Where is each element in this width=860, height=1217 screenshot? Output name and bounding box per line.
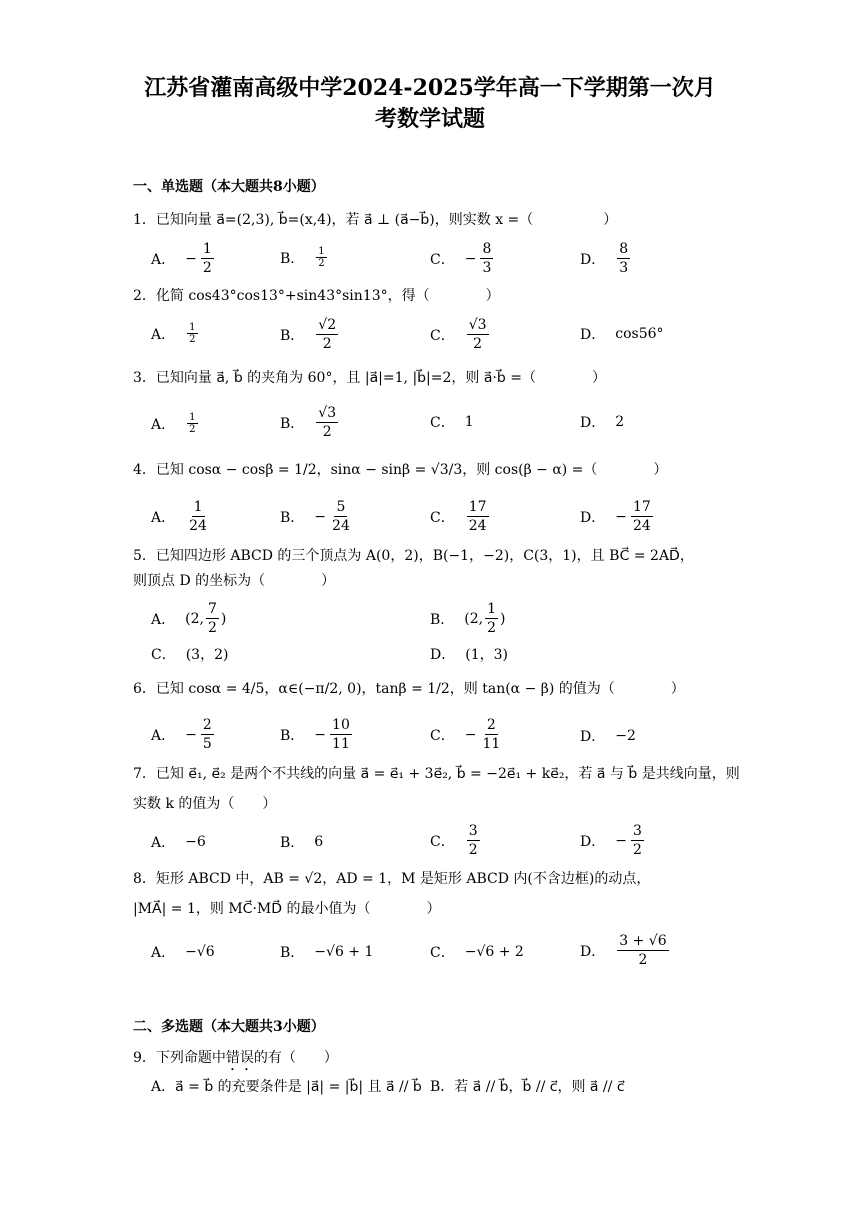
section-single-choice: 一、单选题（本大题共8小题） — [133, 179, 325, 195]
option-label: C． — [430, 945, 455, 961]
question-6: 6．已知 cosα = 4/5，α∈(−π/2, 0)，tanβ = 1/2，则 tan(α − β) 的值为（ ） — [133, 681, 685, 697]
q7-option-d[interactable] — [580, 822, 646, 859]
option-label: B． — [280, 835, 305, 851]
q5-option-b[interactable] — [430, 600, 506, 637]
fraction: $\frac{17}{24}$ — [632, 499, 651, 534]
q4-option-d[interactable] — [580, 498, 655, 535]
q2-option-a[interactable] — [151, 322, 200, 345]
fraction: $\frac{1}{2}$ — [189, 412, 196, 435]
q2-option-d[interactable] — [580, 324, 664, 344]
option-text: B．若 a⃗ // b⃗，b⃗ // c⃗，则 a⃗ // c⃗ — [430, 1079, 625, 1095]
fraction: $\frac{√2}{2}$ — [318, 317, 337, 352]
option-label: C． — [151, 647, 176, 663]
option-value: (3，2) — [185, 647, 229, 663]
option-label: D． — [580, 943, 606, 960]
option-value: cos56° — [615, 326, 664, 342]
question-9-post: 的有（ ） — [253, 1050, 338, 1066]
section-multiple-choice: 二、多选题（本大题共3小题） — [133, 1019, 325, 1035]
minus-sign: − — [314, 726, 327, 743]
coord-open: (2, — [185, 610, 204, 627]
option-label: D． — [580, 509, 606, 526]
fraction: $\frac{7}{2}$ — [207, 601, 217, 636]
q7-option-b[interactable] — [280, 832, 323, 852]
minus-sign: − — [464, 726, 477, 743]
q9-option-b[interactable] — [430, 1076, 625, 1096]
option-label: C． — [430, 415, 455, 431]
option-label: D． — [580, 415, 606, 431]
minus-sign: − — [464, 250, 477, 267]
question-9 — [133, 1048, 733, 1074]
option-value: −√6 + 2 — [464, 944, 524, 960]
option-label: C． — [430, 251, 455, 268]
option-label: D． — [580, 251, 606, 268]
q3-option-b[interactable] — [280, 404, 340, 441]
option-label: A． — [151, 611, 176, 628]
q5-option-c[interactable] — [151, 644, 228, 664]
option-label: A． — [151, 945, 176, 961]
option-label: B． — [280, 327, 305, 344]
coord-close: ) — [500, 610, 506, 627]
option-label: B． — [280, 727, 305, 744]
fraction: $\frac{2}{11}$ — [482, 717, 501, 752]
minus-sign: − — [615, 508, 627, 525]
title-line-1: 江苏省灌南高级中学2024-2025学年高一下学期第一次月 — [144, 75, 716, 101]
q1-option-a[interactable] — [151, 240, 216, 277]
fraction: $\frac{√3}{2}$ — [318, 405, 337, 440]
title-line-2: 考数学试题 — [374, 106, 485, 132]
option-label: D． — [580, 327, 606, 343]
option-label: C． — [430, 833, 455, 850]
minus-sign: − — [185, 250, 197, 267]
question-7-line-1: 7．已知 e⃗₁, e⃗₂ 是两个不共线的向量 a⃗ = e⃗₁ + 3e⃗₂, b⃗ = −2e⃗₁ + ke⃗₂，若 a⃗ 与 b⃗ 是共线向量，则 — [133, 766, 740, 782]
option-label: B． — [280, 250, 305, 267]
option-label: A． — [151, 509, 176, 526]
option-label: D． — [580, 729, 606, 745]
question-2: 2．化简 cos43°cos13°+sin43°sin13°，得（ ） — [133, 288, 500, 304]
option-label: A． — [151, 727, 176, 744]
option-label: C． — [430, 509, 455, 526]
option-label: A． — [151, 416, 176, 433]
option-value: −2 — [615, 728, 636, 744]
option-value: 6 — [314, 834, 324, 850]
q3-option-a[interactable] — [151, 412, 200, 435]
option-label: B． — [280, 509, 305, 526]
q2-option-c[interactable] — [430, 316, 491, 353]
coord-open: (2, — [464, 610, 484, 627]
question-8-line-2: |MA⃗| = 1，则 MC⃗·MD⃗ 的最小值为（ ） — [133, 901, 441, 917]
question-9-pre: 9．下列命题中 — [133, 1050, 226, 1066]
q3-option-c[interactable] — [430, 412, 474, 432]
option-label: A． — [151, 835, 176, 851]
option-label: A． — [151, 251, 176, 268]
minus-sign: − — [314, 508, 327, 525]
question-7-line-2: 实数 k 的值为（ ） — [133, 796, 277, 812]
option-label: B． — [280, 415, 305, 432]
q8-option-d[interactable] — [580, 932, 671, 969]
q6-option-b[interactable] — [280, 716, 354, 753]
q9-option-a[interactable] — [151, 1076, 422, 1096]
fraction: $\frac{10}{11}$ — [332, 717, 350, 752]
fraction: $\frac{1}{2}$ — [487, 601, 497, 636]
option-value: 2 — [615, 414, 625, 430]
question-1: 1．已知向量 a⃗=(2,3), b⃗=(x,4)，若 a⃗ ⊥ (a⃗−b⃗)，则实数 x =（ ） — [133, 212, 618, 228]
fraction: $\frac{2}{5}$ — [202, 717, 212, 752]
fraction: $\frac{√3}{2}$ — [468, 317, 487, 352]
q4-option-b[interactable] — [280, 498, 354, 535]
fraction: $\frac{5}{24}$ — [332, 499, 350, 534]
question-5-line-1: 5．已知四边形 ABCD 的三个顶点为 A(0，2)，B(−1，−2)，C(3，1)，且 BC⃗ = 2AD⃗， — [133, 548, 694, 564]
q7-option-a[interactable] — [151, 832, 206, 852]
fraction: $\frac{3}{2}$ — [632, 823, 642, 858]
question-4: 4．已知 cosα − cosβ = 1/2，sinα − sinβ = √3/3，则 cos(β − α) =（ ） — [133, 462, 668, 478]
q1-option-b[interactable] — [280, 246, 329, 269]
option-value: −√6 — [185, 944, 215, 960]
minus-sign: − — [185, 726, 197, 743]
option-label: D． — [580, 833, 606, 850]
option-label: B． — [280, 945, 305, 961]
option-value: −√6 + 1 — [314, 944, 374, 960]
fraction: $\frac{17}{24}$ — [468, 499, 487, 534]
q8-option-c[interactable] — [430, 942, 524, 962]
q2-option-b[interactable] — [280, 316, 340, 353]
q6-option-d[interactable] — [580, 726, 636, 746]
q5-option-a[interactable] — [151, 600, 226, 637]
option-label: C． — [430, 727, 455, 744]
option-label: C． — [430, 327, 455, 344]
fraction: $\frac{8}{3}$ — [619, 241, 629, 276]
fraction: $\frac{3 + √6}{2}$ — [619, 933, 667, 968]
question-3: 3．已知向量 a⃗, b⃗ 的夹角为 60°，且 |a⃗|=1, |b⃗|=2，则 a⃗·b⃗ =（ ） — [133, 370, 606, 386]
minus-sign: − — [615, 832, 627, 849]
option-value: −6 — [185, 834, 206, 850]
q1-option-c[interactable] — [430, 240, 495, 277]
q8-option-a[interactable] — [151, 942, 215, 962]
q8-option-b[interactable] — [280, 942, 373, 962]
q4-option-a[interactable] — [151, 498, 211, 535]
fraction: $\frac{8}{3}$ — [482, 241, 492, 276]
fraction: $\frac{1}{24}$ — [189, 499, 207, 534]
question-9-emphasis: 错误 — [225, 1050, 254, 1066]
coord-close: ) — [220, 610, 227, 627]
fraction: $\frac{3}{2}$ — [468, 823, 478, 858]
option-label: D． — [430, 647, 456, 663]
question-5-line-2: 则顶点 D 的坐标为（ ） — [133, 573, 336, 589]
q3-option-d[interactable] — [580, 412, 624, 432]
option-value: 1 — [464, 414, 474, 430]
q4-option-c[interactable] — [430, 498, 491, 535]
question-8-line-1: 8．矩形 ABCD 中，AB = √2，AD = 1，M 是矩形 ABCD 内(不含边框)的动点， — [133, 871, 651, 887]
q1-option-d[interactable] — [580, 240, 632, 277]
fraction: $\frac{1}{2}$ — [202, 241, 212, 276]
option-label: A． — [151, 326, 176, 343]
fraction: $\frac{1}{2}$ — [189, 322, 196, 345]
option-label: B． — [430, 611, 455, 628]
option-value: (1，3) — [465, 647, 508, 663]
q7-option-c[interactable] — [430, 822, 482, 859]
fraction: $\frac{1}{2}$ — [318, 246, 325, 269]
option-text: A．a⃗ = b⃗ 的充要条件是 |a⃗| = |b⃗| 且 a⃗ // b⃗ — [151, 1079, 422, 1095]
q6-option-c[interactable] — [430, 716, 504, 753]
q5-option-d[interactable] — [430, 644, 508, 664]
q6-option-a[interactable] — [151, 716, 216, 753]
